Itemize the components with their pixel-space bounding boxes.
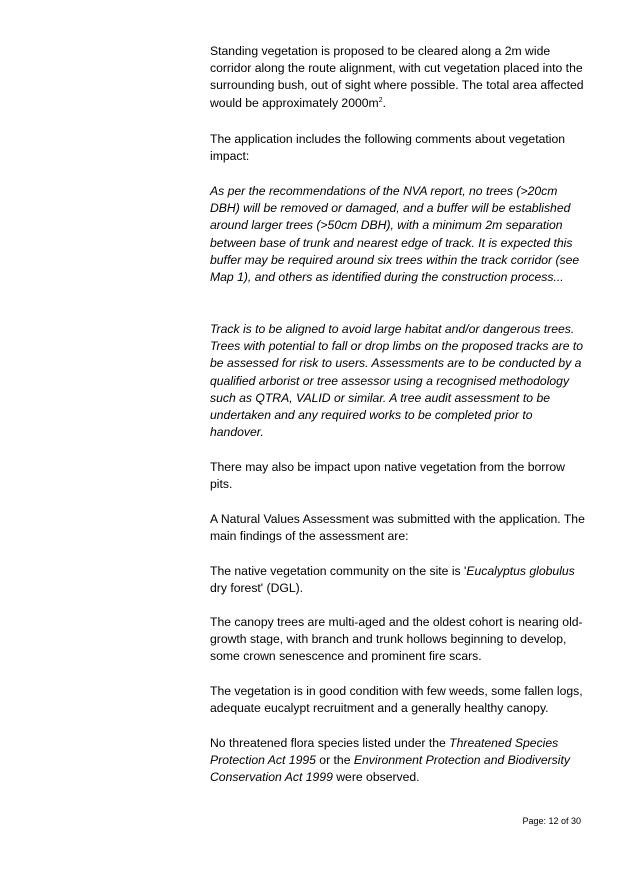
- paragraph-clearing: Standing vegetation is proposed to be cleared along a 2m wide corridor along the route alignment, with cut vegetation placed into the surrounding bush, out of sight where possible. The total area affected would be approximately $2000m^2$.: [210, 44, 584, 110]
- paragraph-application-comments: The application includes the following comments about vegetation impact:: [210, 132, 566, 164]
- paragraph-threatened-flora: No threatened flora species listed under the Threatened Species Protection Act 1995 or the Environment Protection and Biodiversity Conservation Act 1999 were observed.: [210, 736, 570, 785]
- paragraph-borrow-pits: There may also be impact upon native vegetation from the borrow pits.: [210, 460, 565, 492]
- paragraph-vegetation-condition: The vegetation is in good condition with few weeds, some fallen logs, adequate eucalypt recruitment and a generally healthy canopy.: [210, 684, 583, 716]
- paragraph-canopy-trees: The canopy trees are multi-aged and the oldest cohort is nearing old-growth stage, with branch and trunk hollows beginning to develop, some crown senescence and prominent fire scars.: [210, 615, 583, 664]
- quote-nva-recommendations: As per the recommendations of the NVA report, no trees (>20cm DBH) will be removed or damaged, and a buffer will be established around larger trees (>50cm DBH), with a minimum 2m separation between base of trunk and nearest edge of track. It is expected this buffer may be required around six trees within the track corridor (see Map 1), and others as identified during the construction process...: [210, 184, 580, 285]
- paragraph-nva-findings: A Natural Values Assessment was submitted with the application. The main findings of the assessment are:: [210, 512, 585, 544]
- page-number: Page: 12 of 30: [522, 816, 581, 826]
- quote-track-alignment: Track is to be aligned to avoid large habitat and/or dangerous trees. Trees with potential to fall or drop limbs on the proposed tracks are to be assessed for risk to users. Assessments are to be conducted by a qualified arborist or tree assessor using a recognised methodology such as QTRA, VALID or similar. A tree audit assessment to be undertaken and any required works to be completed prior to handover.: [210, 322, 584, 440]
- superscript-2: 2: [378, 96, 383, 104]
- paragraph-vegetation-community: The native vegetation community on the site is 'Eucalyptus globulus dry forest' (DGL).: [210, 564, 575, 596]
